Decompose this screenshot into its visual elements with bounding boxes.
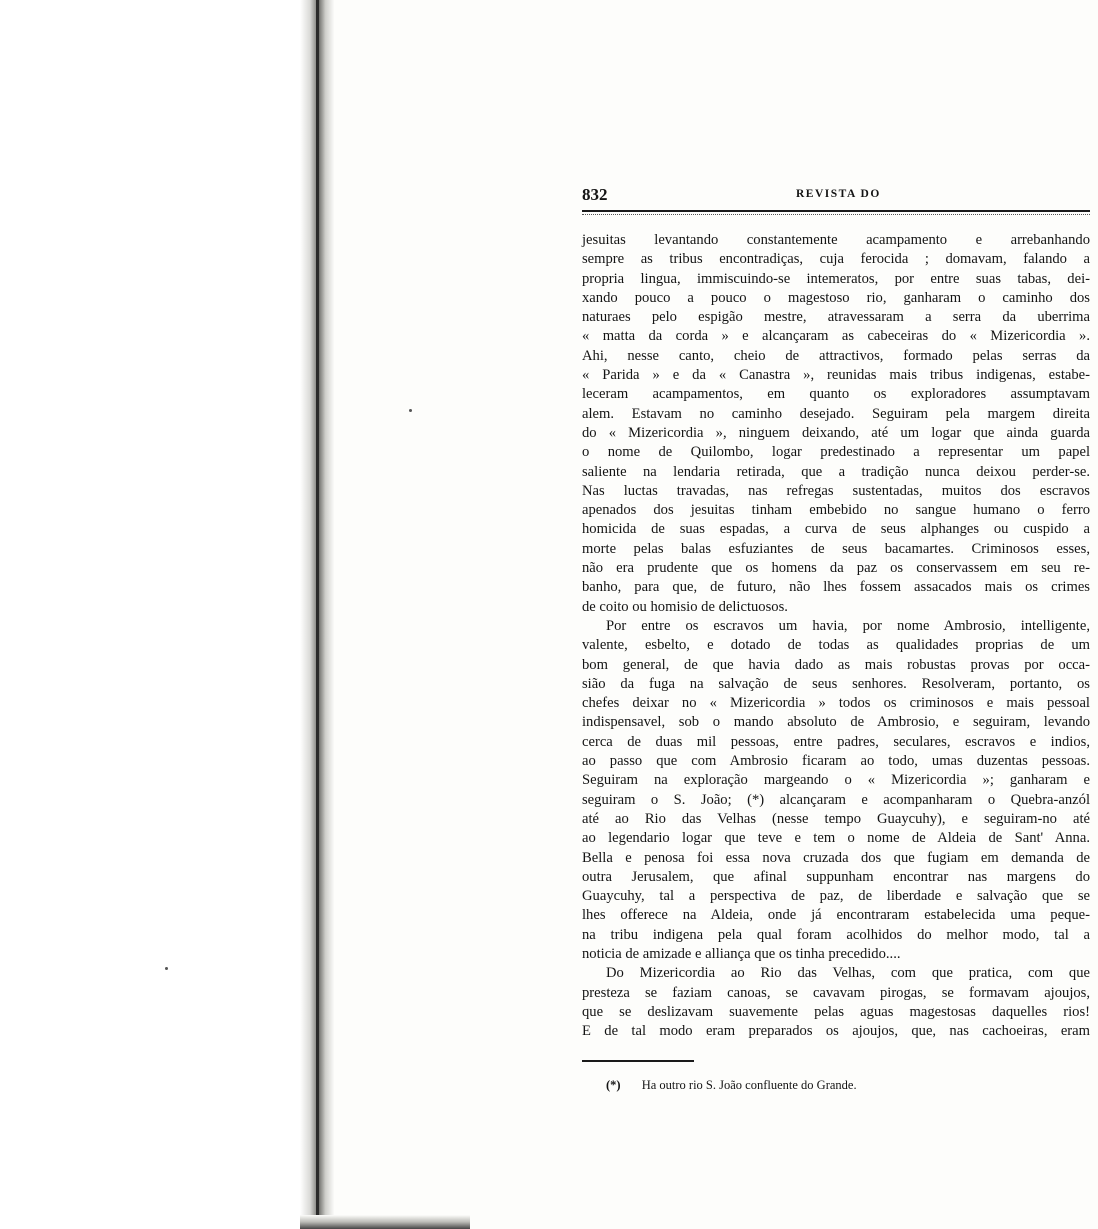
text-line: jesuitas levantando constantemente acampamento e arrebanhando [582,232,1090,248]
gutter-line [316,0,319,1229]
page-number: 832 [582,185,608,204]
text-line: Ahi, nesse canto, cheio de attractivos, formado pelas serras da [582,347,1090,364]
footnote [582,1078,1090,1093]
text-line: saliente na lendaria retirada, que a tradição nunca deixou perder-se. [582,463,1090,480]
text-line: « Parida » e da « Canastra », reunidas mais tribus indigenas, estabe- [582,367,1090,384]
text-line: banho, para que, de futuro, não lhes fossem assacados mais os crimes [582,579,1090,596]
body-text [582,231,1090,1041]
header-rule [582,213,1090,215]
text-line: xando pouco a pouco o magestoso rio, ganharam o caminho dos [582,289,1090,306]
paper-speck [165,967,168,970]
text-line: ao passo que com Ambrosio ficaram ao todo, umas duzentas pessoas. [582,753,1090,770]
footnote-mark: (*) [606,1078,621,1093]
text-line: cerca de duas mil pessoas, entre padres, seculares, escravos e indios, [582,733,1090,750]
text-line: « matta da corda » e alcançaram as cabeceiras do « Mizericordia ». [582,328,1090,345]
text-line: alem. Estavam no caminho desejado. Seguiram pela margem direita [582,405,1090,422]
text-line: de coito ou homisio de delictuosos. [582,598,788,615]
running-title: REVISTA DO [796,188,881,200]
text-line: que se deslizavam suavemente pelas aguas magestosas daquelles rios! [582,1003,1090,1020]
text-line: o nome de Quilombo, logar predestinado a representar um papel [582,444,1090,461]
text-line: Guaycuhy, tal a perspectiva de paz, de liberdade e salvação que se [582,888,1090,905]
text-line: indispensavel, sob o mando absoluto de Ambrosio, e seguiram, levando [582,714,1090,731]
text-line: ao legendario logar que teve e tem o nome de Aldeia de Sant' Anna. [582,830,1090,847]
text-line: naturaes pelo espigão mestre, atravessaram a serra da uberrima [582,309,1090,326]
page-header [582,182,1090,212]
text-line: lhes offerece na Aldeia, onde já encontraram estabelecida uma peque- [582,907,1090,924]
text-line: até ao Rio das Velhas (nesse tempo Guaycuhy), e seguiram-no até [582,810,1090,827]
left-blank-page [0,0,318,1229]
footnote-rule [582,1060,694,1062]
text-line: não era prudente que os homens da paz os conservassem em seu re- [582,560,1090,577]
text-line: chefes deixar no « Mizericordia » todos os criminosos e mais pessoal [582,695,1090,712]
text-line: sião da fuga na salvação de seus senhores. Resolveram, portanto, os [582,675,1090,692]
text-line: Nas luctas travadas, nas refregas sustentadas, muitos dos escravos [582,482,1090,499]
text-line: leceram acampamentos, em quanto os exploradores assumptavam [582,386,1090,403]
text-line: Bella e penosa foi essa nova cruzada dos que fugiam em demanda de [582,849,1090,866]
text-line: homicida de suas espadas, a curva de seus alphanges ou cuspido a [582,521,1090,538]
text-line: morte pelas balas esfuziantes de seus bacamartes. Criminosos esses, [582,540,1090,557]
text-line: Seguiram na exploração margeando o « Mizericordia »; ganharam e [582,772,1090,789]
text-line: propria lingua, immiscuindo-se intemeratos, por entre suas tabas, dei- [582,270,1090,287]
text-line: outra Jerusalem, que afinal suppunham encontrar nas margens do [582,868,1090,885]
footnote-text: Ha outro rio S. João confluente do Grande. [641,1078,857,1093]
text-line: do « Mizericordia », ninguem deixando, até um logar que ainda guarda [582,424,1090,441]
right-page [582,182,1090,1093]
text-line: bom general, de que havia dado as mais robustas provas por occa- [582,656,1090,673]
text-line: presteza se faziam canoas, se cavavam pirogas, se formavam ajoujos, [582,984,1090,1001]
text-line: na tribu indigena pela qual foram acolhidos do melhor modo, tal a [582,926,1090,943]
text-line: Por entre os escravos um havia, por nome Ambrosio, intelligente, [606,617,1090,634]
text-line: apenados dos jesuitas tinham embebido no sangue humano o ferro [582,502,1090,519]
paper-speck [409,409,412,412]
text-line: valente, esbelto, e dotado de todas as qualidades proprias de um [582,637,1090,654]
text-line: E de tal modo eram preparados os ajoujos, que, nas cachoeiras, eram [582,1023,1090,1040]
text-line: seguiram o S. João; (*) alcançaram e acompanharam o Quebra-anzól [582,791,1090,808]
gutter-bottom-edge [300,1215,470,1229]
text-line: sempre as tribus encontradiças, cuja ferocida ; domavam, falando a [582,251,1090,268]
text-line: Do Mizericordia ao Rio das Velhas, com que pratica, com que [606,965,1090,982]
text-line: noticia de amizade e alliança que os tinha precedido.... [582,945,901,962]
